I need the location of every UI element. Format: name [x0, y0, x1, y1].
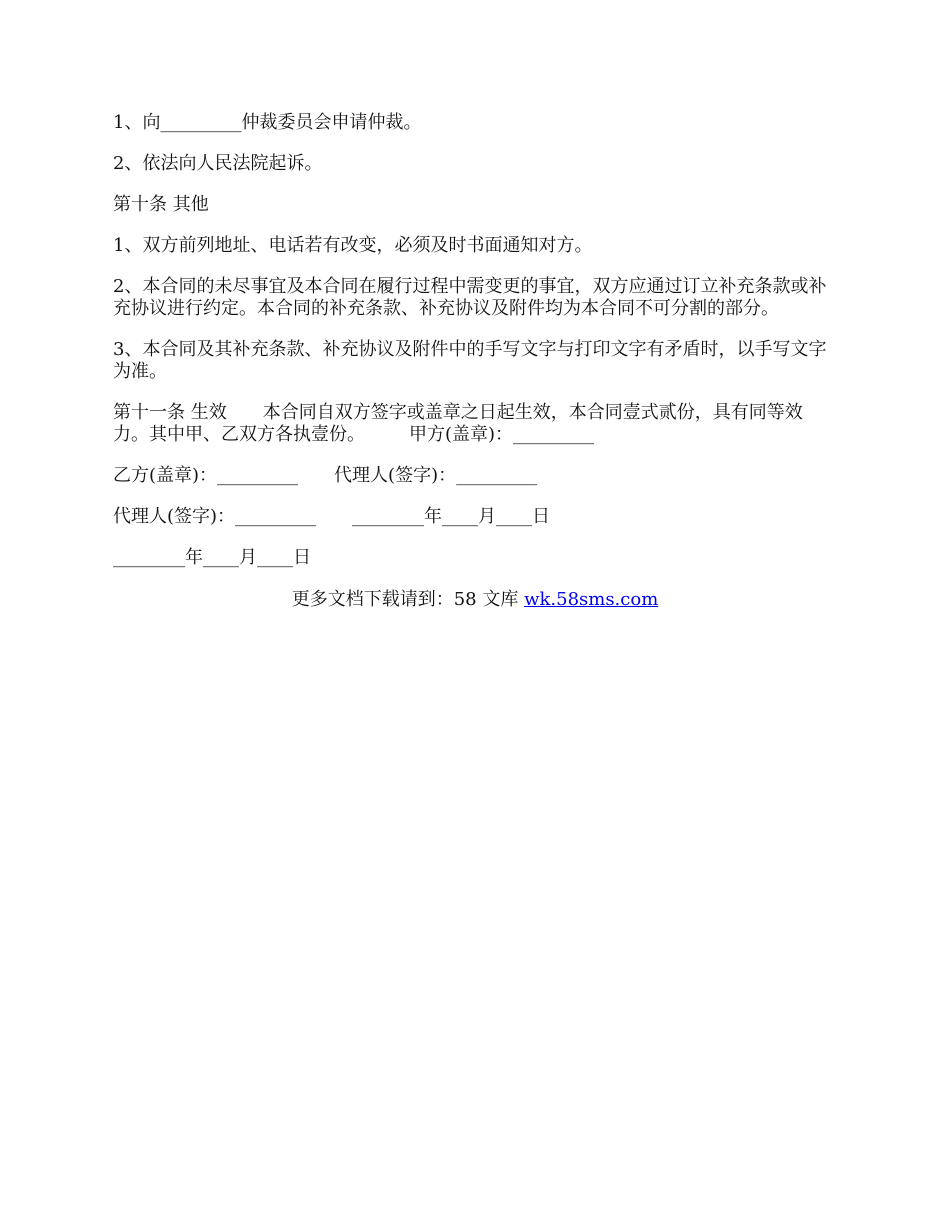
paragraph-address-change: 1、双方前列地址、电话若有改变，必须及时书面通知对方。	[113, 235, 593, 256]
paragraph-signatures-1	[113, 465, 838, 487]
date-field-1: ________年____月____日	[352, 506, 551, 527]
effectiveness-text: 本合同自双方签字或盖章之日起生效，本合同壹式贰份，具有同等效力。其中甲、乙双方各执壹份。	[113, 402, 803, 445]
paragraph-effectiveness	[113, 402, 838, 446]
section-heading-article-10: 第十条 其他	[113, 194, 209, 215]
party-a-seal-field: 甲方(盖章)：_________	[409, 424, 595, 445]
party-b-seal-field: 乙方(盖章)：_________	[113, 465, 299, 486]
paragraph-arbitration: 1、向_________仲裁委员会申请仲裁。	[113, 112, 422, 133]
paragraph-lawsuit: 2、依法向人民法院起诉。	[113, 153, 323, 174]
footer-download-note	[0, 589, 950, 611]
paragraph-signatures-2	[113, 506, 838, 528]
document-body	[113, 112, 838, 588]
agent-signature-field-2: 代理人(签字)：_________	[113, 506, 317, 527]
footer-link[interactable]: wk.58sms.com	[524, 589, 659, 610]
paragraph-handwritten: 3、本合同及其补充条款、补充协议及附件中的手写文字与打印文字有矛盾时，以手写文字为准。	[113, 339, 827, 382]
footer-prefix: 更多文档下载请到：58 文库	[291, 589, 525, 610]
article-11-heading: 第十一条 生效	[113, 402, 227, 423]
date-field-2: ________年____月____日	[113, 547, 311, 568]
agent-signature-field-1: 代理人(签字)：_________	[334, 465, 538, 486]
paragraph-supplementary: 2、本合同的未尽事宜及本合同在履行过程中需变更的事宜，双方应通过订立补充条款或补充协议进行约定。本合同的补充条款、补充协议及附件均为本合同不可分割的部分。	[113, 276, 827, 319]
